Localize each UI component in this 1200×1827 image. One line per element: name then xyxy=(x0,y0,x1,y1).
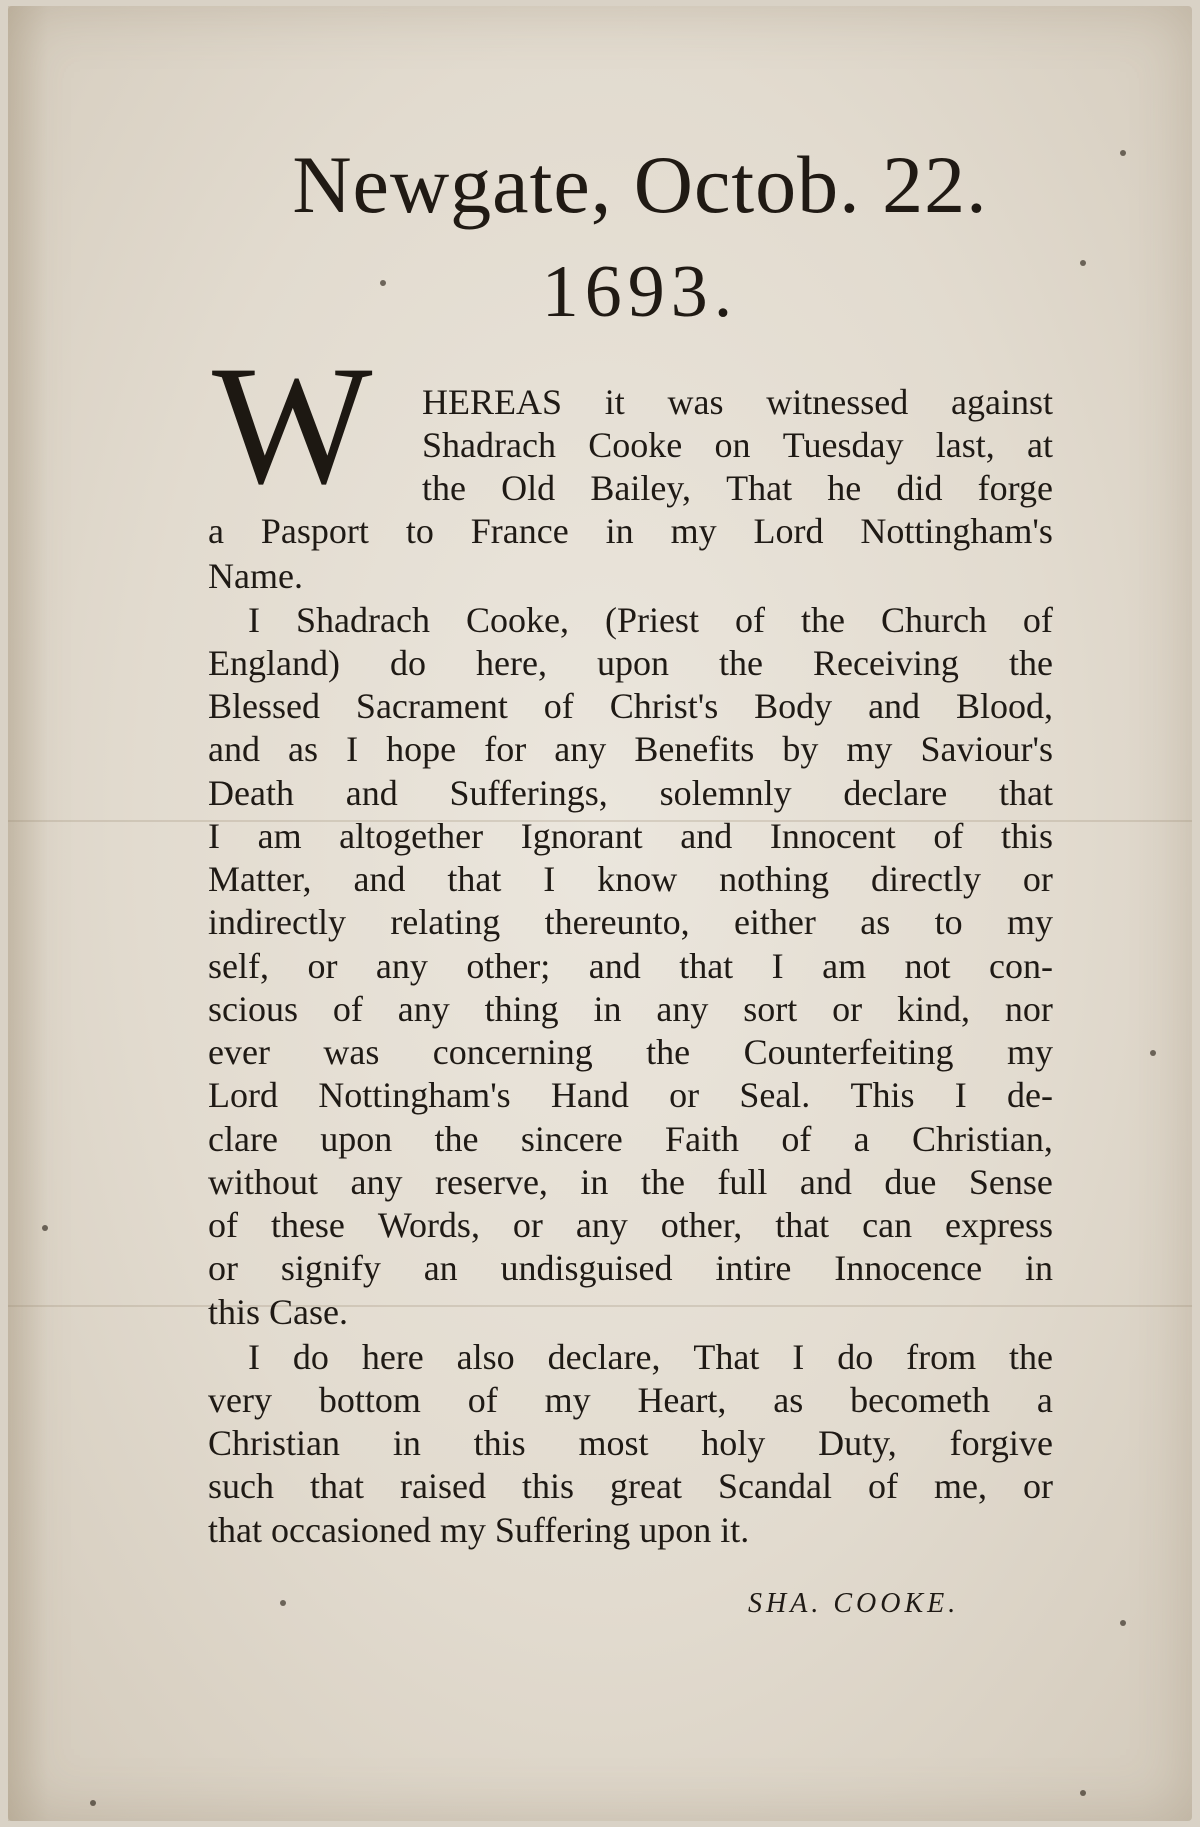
text-line: Lord Nottingham's Hand or Seal. This I de- xyxy=(208,1075,1053,1115)
drop-cap: W xyxy=(212,331,373,519)
text-line: Blessed Sacrament of Christ's Body and Blood, xyxy=(208,686,1053,726)
paper-edge-shading xyxy=(8,6,48,1821)
text-line: of these Words, or any other, that can express xyxy=(208,1205,1053,1245)
text-line: this Case. xyxy=(208,1292,348,1332)
text-line: HEREAS it was witnessed against xyxy=(422,382,1053,422)
text-line: that occasioned my Suffering upon it. xyxy=(208,1510,750,1550)
text-line: scious of any thing in any sort or kind, nor xyxy=(208,989,1053,1029)
text-line: the Old Bailey, That he did forge xyxy=(422,468,1053,508)
text-line: and as I hope for any Benefits by my Saviour's xyxy=(208,729,1053,769)
text-line: Matter, and that I know nothing directly or xyxy=(208,859,1053,899)
ink-speck xyxy=(90,1800,96,1806)
text-line: indirectly relating thereunto, either as to my xyxy=(208,902,1053,942)
ink-speck xyxy=(1150,1050,1156,1056)
text-line: self, or any other; and that I am not con- xyxy=(208,946,1053,986)
signature: SHA. COOKE. xyxy=(748,1588,960,1619)
text-line: I do here also declare, That I do from the xyxy=(248,1337,1053,1377)
broadside-title: Newgate, Octob. 22. xyxy=(292,139,988,230)
text-line: ever was concerning the Counterfeiting my xyxy=(208,1032,1053,1072)
text-line: very bottom of my Heart, as becometh a xyxy=(208,1380,1053,1420)
text-line: Christian in this most holy Duty, forgive xyxy=(208,1423,1053,1463)
text-line: Shadrach Cooke on Tuesday last, at xyxy=(422,425,1053,465)
ink-speck xyxy=(1120,150,1126,156)
text-line: Name. xyxy=(208,556,303,596)
text-line: without any reserve, in the full and due Sense xyxy=(208,1162,1053,1202)
text-line: or signify an undisguised intire Innocence in xyxy=(208,1248,1053,1288)
ink-speck xyxy=(1080,1790,1086,1796)
text-line: such that raised this great Scandal of me, or xyxy=(208,1466,1053,1506)
ink-speck xyxy=(42,1225,48,1231)
ink-speck xyxy=(1080,260,1086,266)
text-line: England) do here, upon the Receiving the xyxy=(208,643,1053,683)
ink-speck xyxy=(1120,1620,1126,1626)
ink-speck xyxy=(280,1600,286,1606)
text-line: clare upon the sincere Faith of a Christian, xyxy=(208,1119,1053,1159)
text-line: I Shadrach Cooke, (Priest of the Church of xyxy=(248,600,1053,640)
broadside-year: 1693. xyxy=(541,251,739,333)
text-line: a Pasport to France in my Lord Nottingham's xyxy=(208,511,1053,551)
text-line: I am altogether Ignorant and Innocent of this xyxy=(208,816,1053,856)
text-line: Death and Sufferings, solemnly declare that xyxy=(208,773,1053,813)
